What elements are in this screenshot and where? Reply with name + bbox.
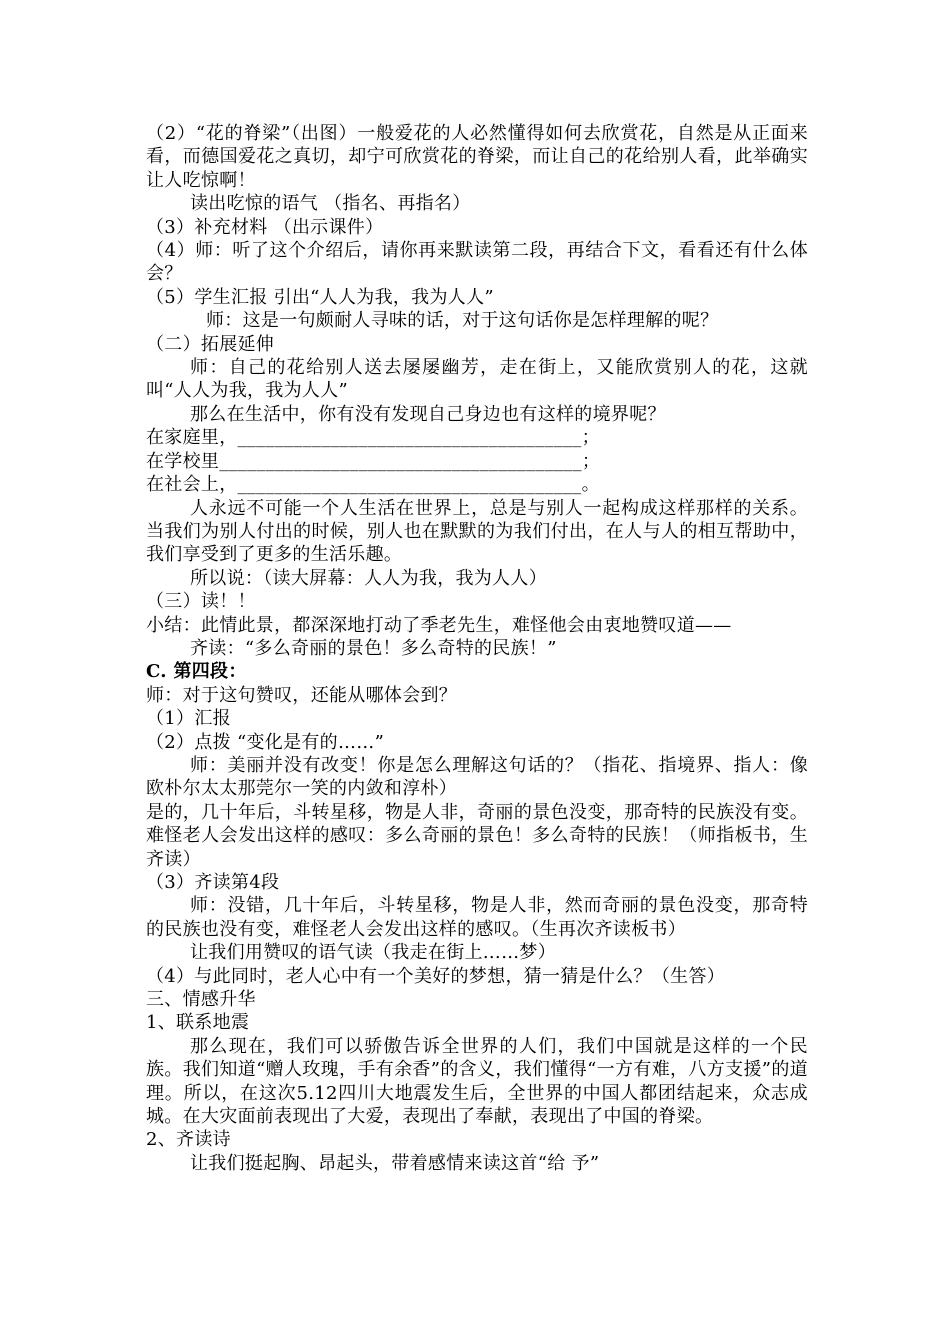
paragraph: 师：这是一句颇耐人寻味的话，对于这句话你是怎样理解的呢？ bbox=[206, 310, 719, 332]
section-heading: C. 第四段： bbox=[146, 661, 247, 683]
paragraph: 师：没错，几十年后，斗转星移，物是人非，然而奇丽的景色没变，那奇特的民族也没有变，难怪老人会发出这样的感叹。（生再次齐读板书） bbox=[146, 895, 808, 940]
fill-in-line: 在社会上，_____________________________________。 bbox=[146, 474, 600, 496]
document-page bbox=[146, 122, 808, 1175]
section-heading: 1、联系地震 bbox=[146, 1012, 250, 1034]
paragraph: 那么在生活中，你有没有发现自己身边也有这样的境界呢？ bbox=[190, 403, 666, 425]
paragraph: （1）汇报 bbox=[146, 708, 231, 730]
paragraph: 让我们挺起胸、昂起头，带着感情来读这首“给 予” bbox=[190, 1152, 600, 1174]
paragraph: （3）齐读第4段 bbox=[146, 872, 280, 893]
paragraph: （2）点拨 “变化是有的……” bbox=[146, 731, 385, 753]
paragraph: 师：对于这句赞叹，还能从哪体会到？ bbox=[146, 684, 458, 706]
paragraph: 师：美丽并没有改变！你是怎么理解这句话的？（指花、指境界、指人：像欧朴尔太太那莞尔一笑的内敛和淳朴） bbox=[146, 754, 808, 800]
fill-in-line: 在学校里_______________________________________； bbox=[146, 450, 601, 472]
section-heading: （三）读！！ bbox=[146, 591, 256, 613]
paragraph: 师：自己的花给别人送去屡屡幽芳，走在街上，又能欣赏别人的花，这就叫“人人为我，我为人人” bbox=[146, 357, 808, 402]
paragraph: （3）补充材料 （出示课件） bbox=[146, 216, 384, 238]
paragraph: （4）师：听了这个介绍后，请你再来默读第二段，再结合下文，看看还有什么体会？ bbox=[146, 240, 808, 285]
fill-in-line: 在家庭里，_____________________________________； bbox=[146, 427, 600, 449]
paragraph: 人永远不可能一个人生活在世界上，总是与别人一起构成这样那样的关系。当我们为别人付出的时候，别人也在默默的为我们付出，在人与人的相互帮助中，我们享受到了更多的生活乐趣。 bbox=[146, 497, 808, 566]
paragraph: 让我们用赞叹的语气读（我走在街上……梦） bbox=[190, 942, 556, 964]
section-heading: 2、齐读诗 bbox=[146, 1129, 231, 1151]
paragraph: 齐读：“多么奇丽的景色！多么奇特的民族！” bbox=[190, 637, 557, 659]
paragraph: （5）学生汇报 引出“人人为我，我为人人” bbox=[146, 286, 494, 308]
paragraph: 读出吃惊的语气 （指名、再指名） bbox=[190, 193, 471, 215]
paragraph: 所以说：（读大屏幕：人人为我，我为人人） bbox=[190, 567, 547, 589]
paragraph: （2）“花的脊梁”（出图）一般爱花的人必然懂得如何去欣赏花，自然是从正面来看，而德国爱花之真切，却宁可欣赏花的脊梁，而让自己的花给别人看，此举确实让人吃惊啊！ bbox=[146, 123, 808, 191]
paragraph: 小结：此情此景，都深深地打动了季老先生，难怪他会由衷地赞叹道—— bbox=[146, 614, 732, 636]
paragraph: （4）与此同时，老人心中有一个美好的梦想，猜一猜是什么？（生答） bbox=[146, 965, 726, 987]
section-heading: （二）拓展延伸 bbox=[146, 333, 275, 355]
paragraph: 是的，几十年后，斗转星移，物是人非，奇丽的景色没变，那奇特的民族没有变。难怪老人会发出这样的感叹：多么奇丽的景色！多么奇特的民族！（师指板书，生齐读） bbox=[146, 801, 808, 870]
paragraph: 那么现在，我们可以骄傲告诉全世界的人们，我们中国就是这样的一个民族。我们知道“赠人玫瑰，手有余香”的含义，我们懂得“一方有难，八方支援”的道理。所以，在这次5.12四川大地震发生后，全世界的中国人都团结起来，众志成城。在大灾面前表现出了大爱，表现出了奉献，表现出了中国的脊梁。 bbox=[146, 1035, 808, 1128]
section-heading: 三、情感升华 bbox=[146, 989, 256, 1011]
